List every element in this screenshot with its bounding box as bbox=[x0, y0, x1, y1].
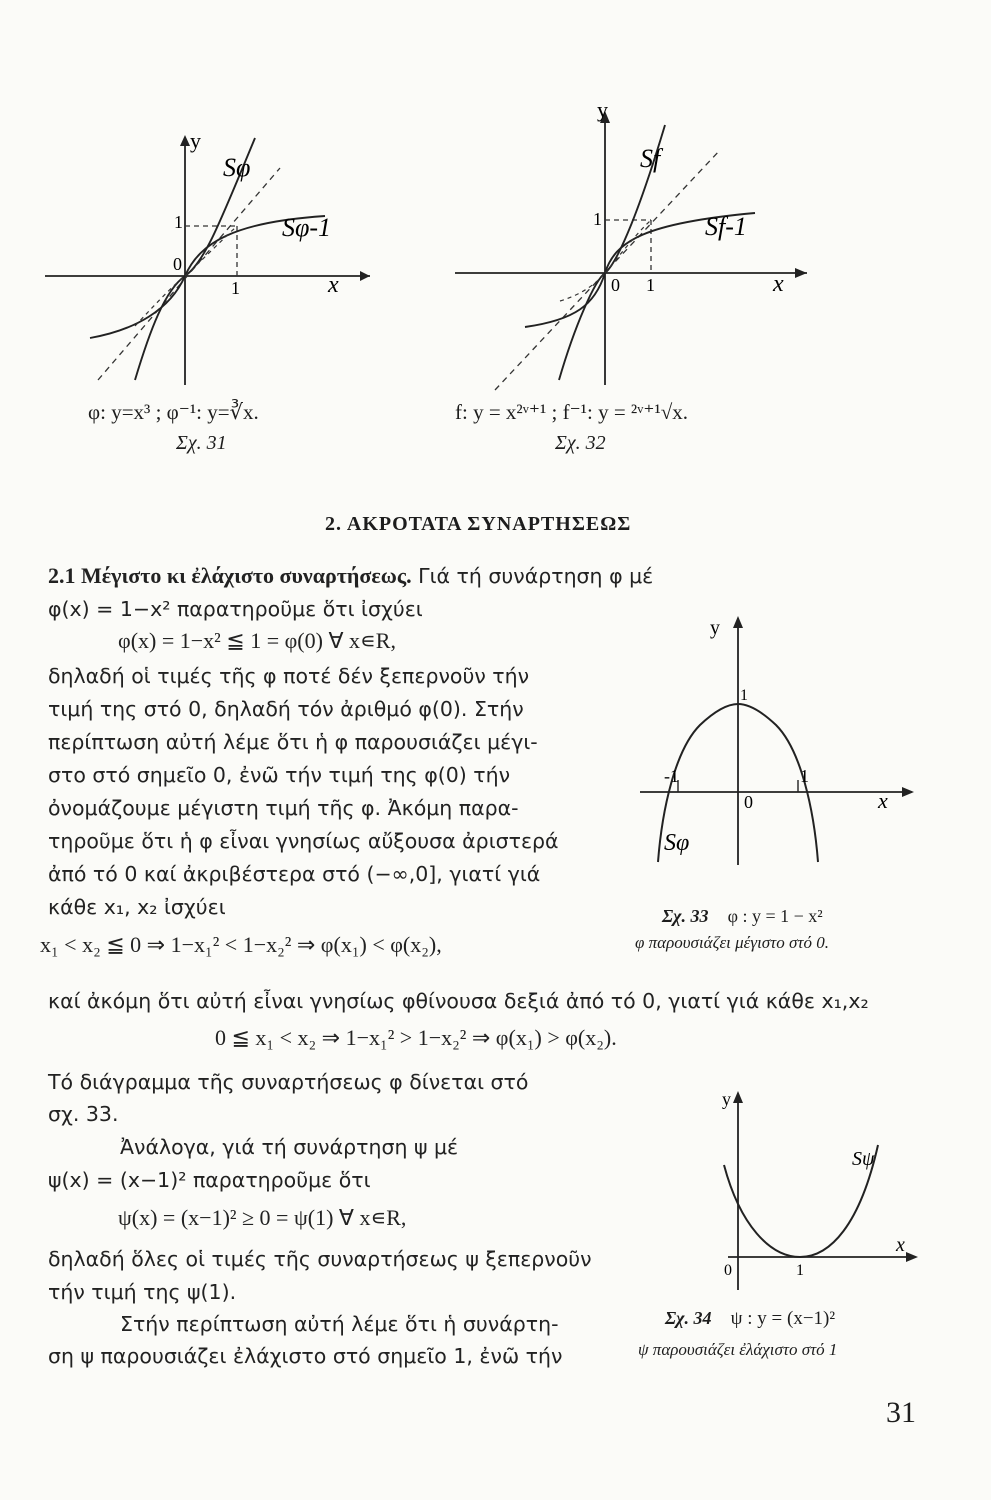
figure-33-formula: φ : y = 1 − x² bbox=[727, 906, 823, 926]
paragraph-line-2: φ(x) = 1−x² παρατηροῦμε ὅτι ἰσχύει bbox=[48, 597, 423, 621]
inequality-decreasing: 0 ≦ x₁ < x₂ ⇒ 1−x₁² > 1−x₂² ⇒ φ(x₁) > φ(x₂). bbox=[215, 1025, 617, 1050]
paragraph-line-4: τιμή της στό 0, δηλαδή τόν ἀριθμό φ(0). Στήν bbox=[48, 697, 524, 721]
figure-32-label: Σχ. 32 bbox=[555, 432, 606, 454]
y-axis-label: y bbox=[597, 97, 608, 122]
figure-34-caption bbox=[665, 1308, 835, 1330]
y-axis-label: y bbox=[190, 128, 201, 153]
figure-31-caption: φ: y=x³ ; φ⁻¹: y=∛x. bbox=[88, 400, 259, 424]
minus-one-label: -1 bbox=[664, 766, 679, 786]
x-axis-arrow bbox=[795, 268, 807, 278]
figure-33 bbox=[640, 610, 920, 880]
one-x-label: 1 bbox=[646, 275, 655, 295]
page-number: 31 bbox=[886, 1396, 916, 1429]
paragraph-line-1-text: Γιά τή συνάρτηση φ μέ bbox=[418, 564, 654, 588]
origin-label: 0 bbox=[724, 1262, 732, 1279]
paragraph-line-1 bbox=[48, 562, 653, 590]
one-y-label: 1 bbox=[174, 212, 183, 232]
y-axis-label: y bbox=[710, 617, 720, 639]
origin-label: 0 bbox=[744, 792, 753, 812]
x-axis-arrow bbox=[360, 271, 370, 281]
paragraph-line-10: κάθε x₁, x₂ ἰσχύει bbox=[48, 895, 226, 919]
x-axis-label: x bbox=[328, 272, 339, 298]
figure-31 bbox=[40, 130, 370, 390]
figure-33-note: φ παρουσιάζει μέγιστο στό 0. bbox=[635, 933, 829, 952]
paragraph-line-19: ση ψ παρουσιάζει ἐλάχιστο στό σημεῖο 1, ἐνῶ τήν bbox=[48, 1344, 563, 1368]
paragraph-line-15: ψ(x) = (x−1)² παρατηροῦμε ὅτι bbox=[48, 1168, 371, 1192]
paragraph-line-14: Ἀνάλογα, γιά τή συνάρτηση ψ μέ bbox=[120, 1135, 459, 1159]
figure-33-label: Σχ. 33 bbox=[662, 906, 709, 926]
x-axis-label: x bbox=[878, 788, 888, 813]
paragraph-line-16: δηλαδή ὅλες οἱ τιμές τῆς συναρτήσεως ψ ξεπερνοῦν bbox=[48, 1247, 592, 1271]
inequality-increasing: x₁ < x₂ ≦ 0 ⇒ 1−x₁² < 1−x₂² ⇒ φ(x₁) < φ(x₂), bbox=[40, 932, 442, 957]
paragraph-line-18: Στήν περίπτωση αὐτή λέμε ὅτι ἡ συνάρτη- bbox=[120, 1312, 559, 1336]
x-axis-arrow bbox=[906, 1252, 918, 1262]
x-axis-arrow bbox=[902, 787, 914, 797]
paragraph-line-3: δηλαδή οἱ τιμές τῆς φ ποτέ δέν ξεπερνοῦν τήν bbox=[48, 664, 530, 688]
s-phi-label: Sφ bbox=[223, 153, 251, 182]
s-psi-label: Sψ bbox=[852, 1148, 875, 1170]
figure-32 bbox=[455, 97, 815, 395]
x-axis-label: x bbox=[896, 1234, 905, 1256]
s-f-inverse-label: Sf-1 bbox=[705, 212, 747, 241]
inequality-phi-max: φ(x) = 1−x² ≦ 1 = φ(0) ∀ x∊R, bbox=[118, 628, 396, 653]
paragraph-line-12: Τό διάγραμμα τῆς συναρτήσεως φ δίνεται στό bbox=[48, 1070, 529, 1094]
paragraph-line-7: ὀνομάζουμε μέγιστη τιμή τῆς φ. Ἀκόμη παρα- bbox=[48, 796, 519, 820]
one-y-label: 1 bbox=[593, 209, 602, 229]
x-axis-label: x bbox=[773, 271, 784, 297]
s-phi-inverse-label: Sφ-1 bbox=[282, 213, 332, 242]
paragraph-line-9: ἀπό τό 0 καί ἀκριβέστερα στό (−∞,0], γιατί γιά bbox=[48, 862, 541, 886]
one-x-label: 1 bbox=[231, 278, 240, 298]
figure-33-graph bbox=[640, 610, 920, 880]
s-f-label: Sf bbox=[640, 144, 661, 173]
one-y-label: 1 bbox=[740, 687, 748, 704]
y-axis-label: y bbox=[722, 1089, 731, 1109]
s-phi-label: Sφ bbox=[664, 830, 690, 856]
y-axis-arrow bbox=[733, 1091, 743, 1103]
y-axis-arrow bbox=[733, 616, 743, 628]
section-title: 2. ΑΚΡΟΤΑΤΑ ΣΥΝΑΡΤΗΣΕΩΣ bbox=[325, 513, 632, 535]
subsection-title: 2.1 Μέγιστο κι ἐλάχιστο συναρτήσεως. bbox=[48, 563, 412, 588]
paragraph-line-5: περίπτωση αὐτή λέμε ὅτι ἡ φ παρουσιάζει μέγι- bbox=[48, 730, 538, 754]
paragraph-line-17: τήν τιμή της ψ(1). bbox=[48, 1280, 237, 1304]
figure-32-graph bbox=[455, 97, 815, 395]
figure-32-caption: f: y = x²ᵛ⁺¹ ; f⁻¹: y = ²ᵛ⁺¹√x. bbox=[455, 400, 689, 424]
origin-label: 0 bbox=[611, 275, 620, 295]
paragraph-line-8: τηροῦμε ὅτι ἡ φ εἶναι γνησίως αὔξουσα ἀριστερά bbox=[48, 829, 559, 853]
paragraph-line-11: καί ἀκόμη ὅτι αὐτή εἶναι γνησίως φθίνουσα δεξιά ἀπό τό 0, γιατί γιά κάθε x₁,x₂ bbox=[48, 989, 869, 1013]
one-x-label: 1 bbox=[796, 1262, 804, 1279]
figure-31-graph bbox=[40, 130, 370, 390]
figure-34 bbox=[700, 1085, 930, 1295]
figure-34-formula: ψ : y = (x−1)² bbox=[730, 1308, 836, 1329]
paragraph-line-13: σχ. 33. bbox=[48, 1102, 119, 1126]
y-axis-arrow bbox=[180, 135, 190, 146]
figure-34-graph bbox=[700, 1085, 930, 1295]
inequality-psi-min: ψ(x) = (x−1)² ≥ 0 = ψ(1) ∀ x∊R, bbox=[118, 1205, 407, 1230]
one-x-label: 1 bbox=[800, 766, 809, 786]
figure-34-label: Σχ. 34 bbox=[665, 1308, 712, 1328]
figure-31-label: Σχ. 31 bbox=[176, 432, 227, 454]
figure-34-note: ψ παρουσιάζει ἐλάχιστο στό 1 bbox=[638, 1340, 838, 1359]
origin-label: 0 bbox=[173, 254, 182, 274]
paragraph-line-6: στο στό σημεῖο 0, ἐνῶ τήν τιμή της φ(0) τήν bbox=[48, 763, 511, 787]
figure-33-caption bbox=[662, 906, 823, 927]
dashed-link-upper bbox=[605, 220, 651, 273]
